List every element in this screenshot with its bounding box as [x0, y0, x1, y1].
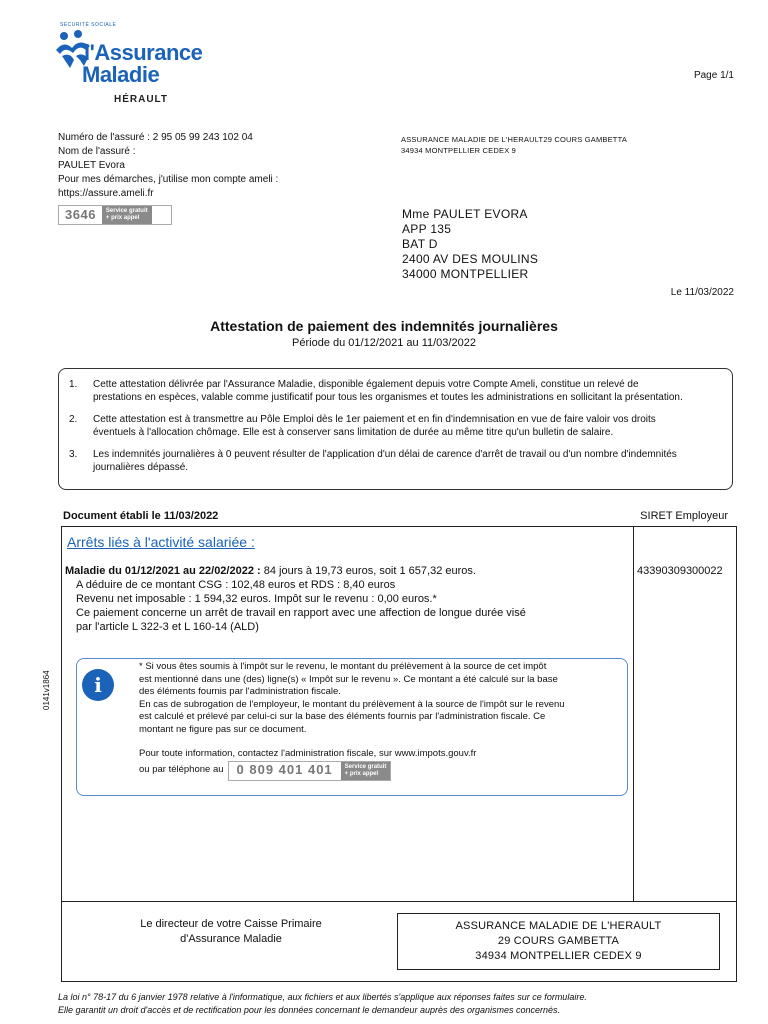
benefit-net-income: Revenu net imposable : 1 594,32 euros. Impôt sur le revenu : 0,00 euros.* [76, 593, 437, 605]
page-number: Page 1/1 [693, 70, 734, 81]
note-line: prestations en espèces, valable comme justificatif pour tous les organismes et toutes les administrations en sollicitant la présentation. [93, 392, 683, 403]
info-line: Pour toute information, contactez l'administration fiscale, sur www.impots.gouv.fr [139, 748, 477, 759]
info-line: est mentionné dans une (des) ligne(s) « Impôt sur le revenu ». Ce montant a été calculé sur la base [139, 673, 558, 685]
phone-badge-number: 3646 [65, 207, 96, 222]
info-line: est calculé et prélevé par celui-ci sur la base des éléments fournis par l'administration fiscale. Ce [139, 711, 546, 722]
benefit-period-line [65, 564, 526, 578]
benefit-period-amount: 84 jours à 19,73 euros, soit 1 657,32 euros. [260, 565, 476, 577]
info-line: En cas de subrogation de l'employeur, le montant du prélèvement à la source de l'impôt sur le revenu [139, 698, 565, 710]
note-number: 3. [69, 449, 78, 460]
footer-line2: Elle garantit un droit d'accès et de rectification pour les données concernant le demandeur auprès des organismes concernés. [58, 1005, 561, 1015]
phone-badge-note-line2: + prix appel [105, 215, 140, 221]
footer-line1: La loi n° 78-17 du 6 janvier 1978 relative à l'informatique, aux fichiers et aux libertés s'applique aux réponses faites sur ce formulaire. [58, 992, 587, 1002]
ameli-link[interactable]: https://assure.ameli.fr [58, 188, 154, 199]
caisse-line2: 29 COURS GAMBETTA [497, 935, 620, 947]
benefit-period-bold: Maladie du 01/12/2021 au 22/02/2022 : [65, 565, 261, 577]
info-phone-label: ou par téléphone au [139, 764, 224, 776]
phone-badge-note [102, 206, 152, 224]
document-established-line: Document établi le 11/03/2022 [63, 510, 219, 522]
note-number: 2. [69, 414, 78, 425]
note-text [93, 378, 683, 404]
insured-info [58, 131, 278, 225]
note-number: 1. [69, 379, 78, 390]
benefit-ald-line1: Ce paiement concerne un arrêt de travail en rapport avec une affection de longue durée visé [76, 607, 526, 619]
sender-line1: ASSURANCE MALADIE DE L'HERAULT29 COURS GAMBETTA [401, 135, 628, 144]
recipient-line5: 34000 MONTPELLIER [402, 267, 529, 281]
note-item [69, 413, 722, 439]
recipient-line2: APP 135 [402, 222, 452, 236]
note-item [69, 448, 722, 474]
logo-text-line1: l'Assurance [84, 40, 203, 65]
phone-badge [58, 205, 172, 225]
note-line: journalières dépassé. [93, 462, 189, 473]
caisse-line1: ASSURANCE MALADIE DE L'HERAULT [455, 920, 662, 932]
assurance-maladie-logo [52, 22, 242, 112]
ameli-text: Pour mes démarches, j'utilise mon compte ameli : [58, 174, 279, 185]
insured-name: PAULET Evora [58, 160, 125, 171]
sender-address [401, 134, 627, 156]
recipient-line3: BAT D [402, 237, 438, 251]
recipient-name: Mme PAULET EVORA [402, 207, 528, 221]
department-label: HÉRAULT [114, 94, 169, 105]
info-line: montant ne figure pas sur ce document. [139, 723, 307, 735]
recipient-line4: 2400 AV DES MOULINS [402, 252, 539, 266]
notes-box [58, 368, 733, 490]
note-line: éventuels à l'allocation chômage. Elle est à conserver sans limitation de durée au même titre qu'un bulletin de salaire. [93, 427, 614, 438]
recipient-address [402, 207, 538, 282]
phone-badge-note-line1: Service gratuit [105, 208, 148, 214]
page-title: Attestation de paiement des indemnités journalières [210, 318, 558, 334]
insured-name-label: Nom de l'assuré : [58, 146, 136, 157]
tax-phone-row [139, 761, 623, 781]
note-line: Cette attestation délivrée par l'Assurance Maladie, disponible également depuis votre Compte Ameli, constitue un relevé de [93, 379, 639, 390]
benefit-details [65, 564, 526, 634]
note-item [69, 378, 722, 404]
tax-info-text [139, 661, 623, 781]
document-date: Le 11/03/2022 [670, 287, 734, 298]
benefit-deduction: A déduire de ce montant CSG : 102,48 euros et RDS : 8,40 euros [76, 579, 396, 591]
siret-column-divider [633, 526, 634, 902]
tax-phone-note-line2: + prix appel [344, 770, 379, 777]
tax-phone-note-line1: Service gratuit [344, 763, 387, 770]
tax-phone-note [341, 762, 391, 780]
director-signature [121, 917, 341, 947]
info-line: des éléments fournis par l'administration fiscale. [139, 686, 341, 697]
sender-line2: 34934 MONTPELLIER CEDEX 9 [401, 146, 517, 155]
insured-number: Numéro de l'assuré : 2 95 05 99 243 102 04 [58, 132, 253, 143]
caisse-line3: 34934 MONTPELLIER CEDEX 9 [475, 950, 642, 962]
section-title: Arrêts liés à l'activité salariée : [67, 534, 255, 550]
director-line2: d'Assurance Maladie [180, 933, 282, 945]
period-subtitle: Période du 01/12/2021 au 11/03/2022 [292, 337, 476, 349]
benefit-ald-line2: par l'article L 322-3 et L 160-14 (ALD) [76, 621, 259, 633]
info-line: * Si vous êtes soumis à l'impôt sur le revenu, le montant du prélèvement à la source de cet impôt [139, 661, 547, 672]
side-form-code: 0141v1864 [42, 670, 51, 710]
siret-value: 43390309300022 [637, 565, 723, 577]
tax-phone-badge [228, 761, 392, 781]
director-line1: Le directeur de votre Caisse Primaire [140, 918, 322, 930]
caisse-address-box [397, 913, 720, 970]
note-text [93, 448, 677, 474]
siret-header: SIRET Employeur [640, 510, 728, 522]
note-text [93, 413, 656, 439]
logo-text-line2: Maladie [82, 62, 160, 87]
info-icon: i [82, 669, 114, 701]
logo-tagline: SÉCURITÉ SOCIALE [60, 22, 117, 28]
legal-footer [58, 991, 587, 1017]
note-line: Les indemnités journalières à 0 peuvent résulter de l'application d'un délai de carence d'arrêt de travail ou d'un nombre d'indemnités [93, 449, 677, 460]
note-line: Cette attestation est à transmettre au Pôle Emploi dès le 1er paiement et en fin d'indemnisation en vue de faire valoir vos droits [93, 414, 656, 425]
tax-phone-number: 0 809 401 401 [236, 762, 333, 778]
